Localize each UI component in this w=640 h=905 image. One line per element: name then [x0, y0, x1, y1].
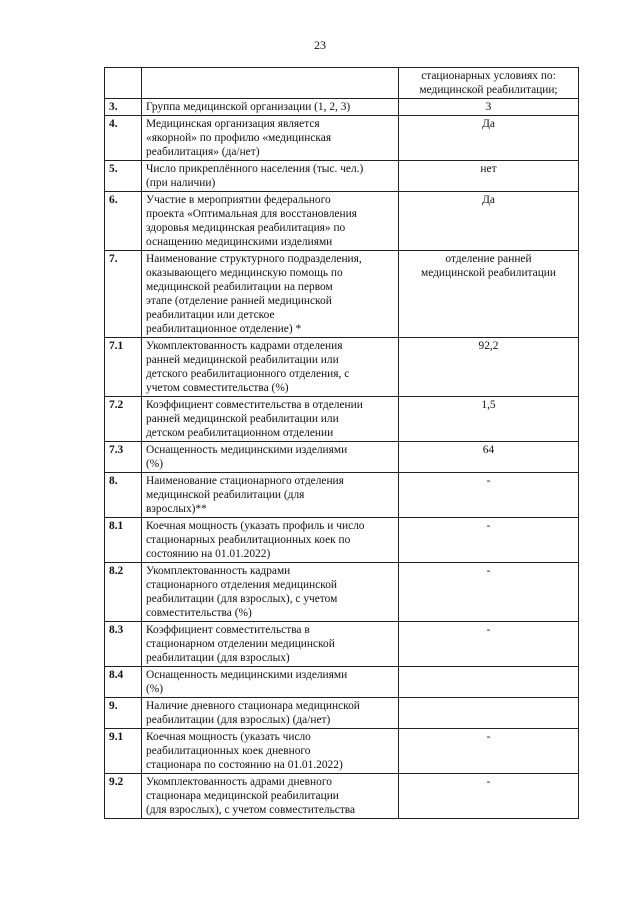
row-number: 7. [105, 251, 142, 338]
row-value: - [399, 622, 579, 667]
table-row [105, 563, 579, 622]
row-value: - [399, 563, 579, 622]
row-value [399, 698, 579, 729]
row-number: 7.3 [105, 442, 142, 473]
row-value: 92,2 [399, 338, 579, 397]
table-row [105, 774, 579, 819]
row-value: 3 [399, 99, 579, 116]
page-number: 23 [314, 38, 326, 52]
row-description: Укомплектованность кадрами отделения ранней медицинской реабилитации или детского реабилитационного отделения, с учетом совместительства (%) [142, 338, 399, 397]
row-number: 8.4 [105, 667, 142, 698]
row-number: 9. [105, 698, 142, 729]
table-row [105, 192, 579, 251]
row-value [399, 667, 579, 698]
row-value: Да [399, 116, 579, 161]
row-value: 64 [399, 442, 579, 473]
row-number: 4. [105, 116, 142, 161]
row-description: Оснащенность медицинскими изделиями (%) [142, 667, 399, 698]
row-description: Наименование структурного подразделения, оказывающего медицинскую помощь по медицинской реабилитации на первом этапе (отделение ранней медицинской реабилитации или детское реабилитационное отделение) * [142, 251, 399, 338]
row-description: Медицинская организация является «якорной» по профилю «медицинская реабилитация» (да/нет) [142, 116, 399, 161]
row-value: - [399, 774, 579, 819]
row-number: 3. [105, 99, 142, 116]
row-description [142, 68, 399, 99]
row-description: Участие в мероприятии федерального проекта «Оптимальная для восстановления здоровья медицинская реабилитация» по оснащению медицинскими изделиями [142, 192, 399, 251]
row-value: - [399, 729, 579, 774]
row-description: Наличие дневного стационара медицинской реабилитации (для взрослых) (да/нет) [142, 698, 399, 729]
row-description: Группа медицинской организации (1, 2, 3) [142, 99, 399, 116]
row-description: Коэффициент совместительства в отделении ранней медицинской реабилитации или детском реабилитационном отделении [142, 397, 399, 442]
row-number: 8. [105, 473, 142, 518]
row-value: 1,5 [399, 397, 579, 442]
table-row [105, 397, 579, 442]
row-description: Коечная мощность (указать профиль и число стационарных реабилитационных коек по состоянию на 01.01.2022) [142, 518, 399, 563]
row-value: - [399, 473, 579, 518]
row-description: Укомплектованность кадрами стационарного отделения медицинской реабилитации (для взрослых), с учетом совместительства (%) [142, 563, 399, 622]
row-number: 7.1 [105, 338, 142, 397]
row-description: Оснащенность медицинскими изделиями (%) [142, 442, 399, 473]
row-number [105, 68, 142, 99]
row-description: Коечная мощность (указать число реабилитационных коек дневного стационара по состоянию на 01.01.2022) [142, 729, 399, 774]
table-row [105, 667, 579, 698]
row-value: - [399, 518, 579, 563]
table-row [105, 518, 579, 563]
row-number: 9.1 [105, 729, 142, 774]
row-description: Число прикреплённого населения (тыс. чел.) (при наличии) [142, 161, 399, 192]
row-number: 6. [105, 192, 142, 251]
row-value: отделение ранней медицинской реабилитации [399, 251, 579, 338]
row-description: Коэффициент совместительства в стационарном отделении медицинской реабилитации (для взрослых) [142, 622, 399, 667]
table-row [105, 622, 579, 667]
row-description: Укомплектованность адрами дневного стационара медицинской реабилитации (для взрослых), с учетом совместительства [142, 774, 399, 819]
row-description: Наименование стационарного отделения медицинской реабилитации (для взрослых)** [142, 473, 399, 518]
table-row [105, 68, 579, 99]
table-row [105, 473, 579, 518]
row-number: 8.1 [105, 518, 142, 563]
table-row [105, 116, 579, 161]
row-number: 9.2 [105, 774, 142, 819]
table-row [105, 99, 579, 116]
table-row [105, 729, 579, 774]
row-number: 7.2 [105, 397, 142, 442]
row-value: Да [399, 192, 579, 251]
table-row [105, 338, 579, 397]
table-row [105, 698, 579, 729]
data-table [104, 67, 579, 819]
table-row [105, 161, 579, 192]
row-number: 8.2 [105, 563, 142, 622]
row-value: стационарных условиях по: медицинской реабилитации; [399, 68, 579, 99]
table-row [105, 251, 579, 338]
row-number: 8.3 [105, 622, 142, 667]
row-number: 5. [105, 161, 142, 192]
table-row [105, 442, 579, 473]
row-value: нет [399, 161, 579, 192]
